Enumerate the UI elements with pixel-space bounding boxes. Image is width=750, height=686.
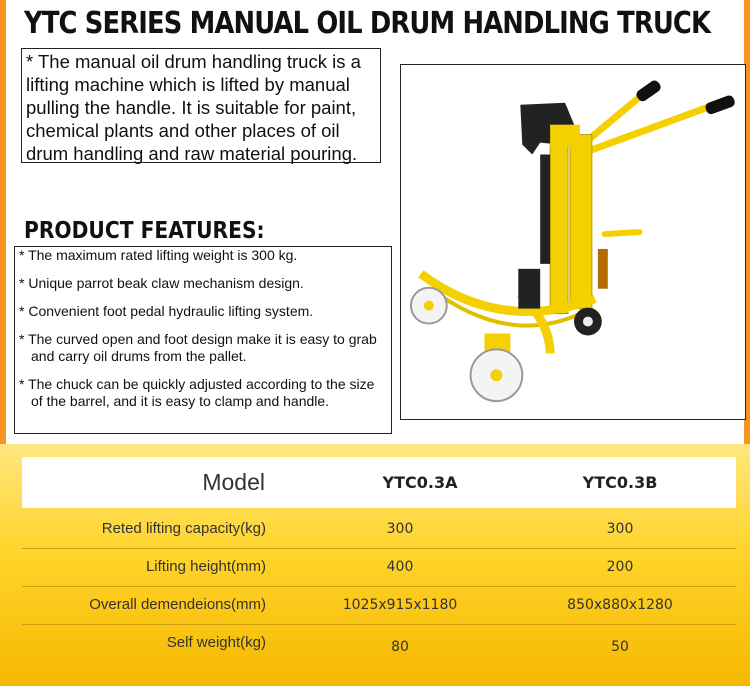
row-label: Reted lifting capacity(kg) [101,520,266,537]
page-title: YTC SERIES MANUAL OIL DRUM HANDLING TRUCK [24,6,711,41]
header-model-a: YTC0.3A [382,473,458,492]
row-label: Lifting height(mm) [145,558,266,575]
row-value-b: 850x880x1280 [567,597,673,613]
table-row [22,510,736,549]
feature-item: * Unique parrot beak claw mechanism design. [19,275,304,291]
spec-table-header [22,457,736,508]
row-value-b: 200 [606,559,634,575]
feature-item: * The maximum rated lifting weight is 300 kg. [19,247,298,263]
table-row [22,548,736,587]
feature-item: * Convenient foot pedal hydraulic lifting system. [19,303,314,319]
spec-table [0,444,750,686]
row-value-a: 80 [391,639,409,655]
row-value-a: 300 [386,521,414,537]
feature-item: * The chuck can be quickly adjusted according to the size of the barrel, and it is easy to clamp and handle. [19,376,375,409]
row-label: Self weight(kg) [166,634,266,651]
features-list [14,246,392,434]
header-model: Model [202,469,265,495]
features-heading: PRODUCT FEATURES: [24,218,265,244]
table-row [22,586,736,625]
row-value-b: 300 [606,521,634,537]
feature-item: * The curved open and foot design make it is easy to grab and carry oil drums from the pallet. [19,331,377,364]
header-model-b: YTC0.3B [582,473,658,492]
oil-drum-truck-image [401,65,745,419]
product-photo [400,64,746,420]
intro-description: * The manual oil drum handling truck is a lifting machine which is lifted by manual pulling the handle. It is suitable for paint, chemical plants and other places of oil drum handling and raw material pouring. [21,48,381,163]
row-value-a: 400 [386,559,414,575]
row-label: Overall demendeions(mm) [89,596,266,613]
row-value-a: 1025x915x1180 [342,597,458,613]
table-row [22,624,736,662]
row-value-b: 50 [611,639,629,655]
